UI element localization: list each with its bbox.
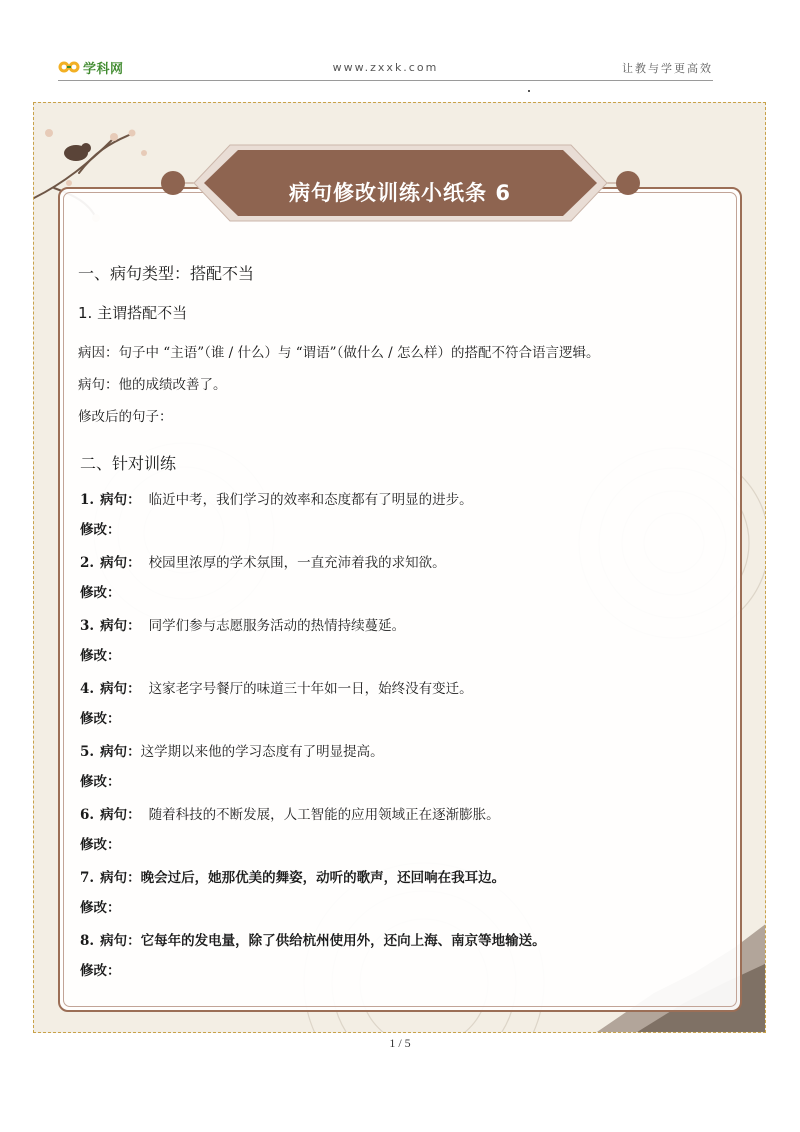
section-title-training: 二、针对训练 [80, 454, 177, 473]
item-number: 6. [80, 807, 95, 823]
training-item [80, 488, 473, 508]
item-label: 病句： [100, 492, 141, 508]
site-url[interactable]: www.zxxk.com [332, 61, 439, 74]
training-item [80, 803, 500, 823]
section-title-type: 一、病句类型：搭配不当 [78, 264, 255, 283]
item-label: 病句： [100, 870, 141, 886]
item-sentence: 这家老字号餐厅的味道三十年如一日，始终没有变迁。 [148, 681, 473, 697]
answer-label: 修改： [80, 648, 121, 664]
item-sentence: 晚会过后，她那优美的舞姿，动听的歌声，还回响在我耳边。 [140, 870, 506, 886]
item-sentence: 同学们参与志愿服务活动的热情持续蔓延。 [148, 618, 406, 634]
training-item [80, 614, 405, 634]
answer-label: 修改： [80, 837, 121, 853]
revised-sentence-label: 修改后的句子： [78, 409, 173, 425]
item-number: 5. [80, 744, 95, 760]
item-number: 2. [80, 555, 95, 571]
item-sentence: 它每年的发电量，除了供给杭州使用外，还向上海、南京等地输送。 [140, 933, 546, 949]
answer-label: 修改： [80, 522, 121, 538]
item-sentence: 这学期以来他的学习态度有了明显提高。 [140, 744, 384, 760]
item-number: 4. [80, 681, 95, 697]
item-sentence: 随着科技的不断发展，人工智能的应用领域正在逐渐膨胀。 [148, 807, 500, 823]
item-label: 病句： [100, 681, 141, 697]
answer-label: 修改： [80, 774, 121, 790]
training-item [80, 677, 473, 697]
answer-label: 修改： [80, 900, 121, 916]
training-item [80, 740, 384, 760]
answer-label: 修改： [80, 585, 121, 601]
logo-text: 学科网 [83, 61, 124, 77]
item-number: 8. [80, 933, 95, 949]
item-number: 1. [80, 492, 95, 508]
item-label: 病句： [100, 933, 141, 949]
answer-label: 修改： [80, 711, 121, 727]
item-number: 3. [80, 618, 95, 634]
item-number: 7. [80, 870, 95, 886]
site-header [58, 56, 713, 81]
training-item [80, 929, 546, 949]
answer-label: 修改： [80, 963, 121, 979]
training-item [80, 551, 446, 571]
example-sentence: 病句：他的成绩改善了。 [78, 377, 227, 393]
item-sentence: 校园里浓厚的学术氛围，一直充沛着我的求知欲。 [148, 555, 446, 571]
item-label: 病句： [100, 744, 141, 760]
page-number: 1 / 5 [389, 1036, 411, 1050]
training-item [80, 866, 505, 886]
dot-mark [528, 90, 530, 92]
item-label: 病句： [100, 618, 141, 634]
item-sentence: 临近中考，我们学习的效率和态度都有了明显的进步。 [148, 492, 473, 508]
error-cause: 病因：句子中 “主语”（谁 / 什么）与 “谓语”（做什么 / 怎么样）的搭配不符合语言逻辑。 [78, 345, 600, 361]
site-slogan: 让教与学更高效 [622, 62, 713, 75]
page-title: 病句修改训练小纸条 6 [289, 181, 511, 205]
item-label: 病句： [100, 807, 141, 823]
item-label: 病句： [100, 555, 141, 571]
subsection-title: 1. 主谓搭配不当 [78, 304, 188, 322]
